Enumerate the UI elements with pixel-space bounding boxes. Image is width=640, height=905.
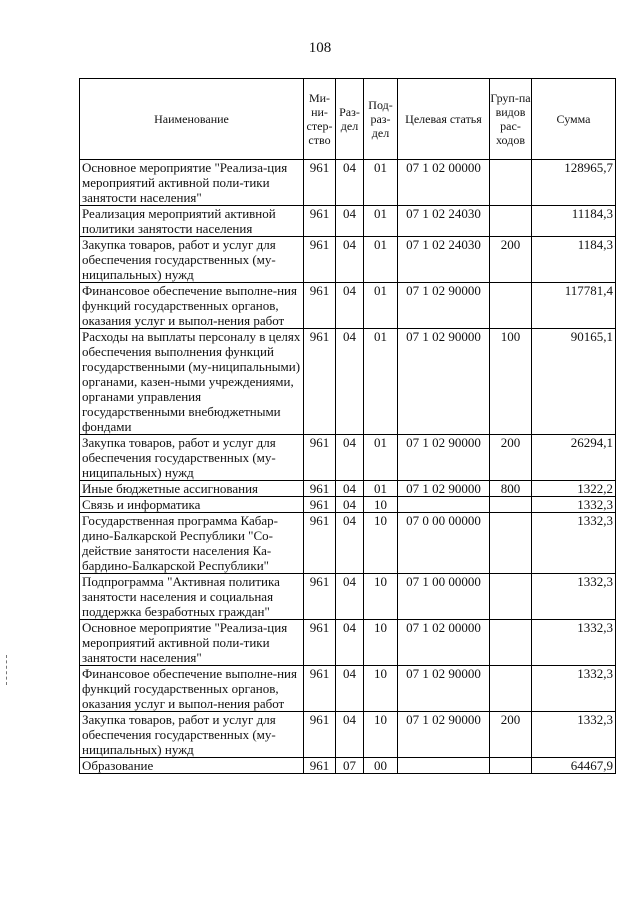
row-name: Образование [80, 758, 304, 774]
header-section: Раз-дел [336, 79, 364, 160]
row-ministry: 961 [304, 513, 336, 574]
row-ministry: 961 [304, 283, 336, 329]
row-ministry: 961 [304, 712, 336, 758]
row-sum: 11184,3 [532, 206, 616, 237]
row-name: Основное мероприятие "Реализа-ция мероприятий активной поли-тики занятости населения" [80, 160, 304, 206]
header-row [80, 79, 616, 160]
table-row [80, 237, 616, 283]
row-article [398, 497, 490, 513]
row-article: 07 1 02 24030 [398, 206, 490, 237]
table-row [80, 481, 616, 497]
header-sum: Сумма [532, 79, 616, 160]
row-group [490, 620, 532, 666]
row-article: 07 1 02 00000 [398, 620, 490, 666]
row-subsection: 01 [364, 481, 398, 497]
row-sum: 1332,3 [532, 513, 616, 574]
row-group [490, 574, 532, 620]
row-subsection: 01 [364, 160, 398, 206]
header-name: Наименование [80, 79, 304, 160]
row-section: 04 [336, 666, 364, 712]
row-article: 07 1 02 90000 [398, 666, 490, 712]
row-section: 04 [336, 481, 364, 497]
header-ministry: Ми-ни-стер-ство [304, 79, 336, 160]
table-row [80, 620, 616, 666]
table-row [80, 435, 616, 481]
row-name: Закупка товаров, работ и услуг для обеспечения государственных (му-ниципальных) нужд [80, 237, 304, 283]
row-section: 04 [336, 237, 364, 283]
row-ministry: 961 [304, 237, 336, 283]
table-row [80, 666, 616, 712]
row-article: 07 0 00 00000 [398, 513, 490, 574]
row-section: 07 [336, 758, 364, 774]
row-article: 07 1 02 90000 [398, 283, 490, 329]
row-ministry: 961 [304, 160, 336, 206]
header-target-article: Целевая статья [398, 79, 490, 160]
row-sum: 1322,2 [532, 481, 616, 497]
row-name: Расходы на выплаты персоналу в целях обеспечения выполнения функций государственными (му-ниципальными) органами, казен-ными учреждениями, органами управления государственными внебюджетными фондами [80, 329, 304, 435]
row-subsection: 10 [364, 620, 398, 666]
row-section: 04 [336, 329, 364, 435]
table-row [80, 758, 616, 774]
row-name: Подпрограмма "Активная политика занятости населения и социальная поддержка безработных граждан" [80, 574, 304, 620]
row-subsection: 01 [364, 237, 398, 283]
header-subsection: Под-раз-дел [364, 79, 398, 160]
row-article: 07 1 02 90000 [398, 329, 490, 435]
row-sum: 64467,9 [532, 758, 616, 774]
row-group: 200 [490, 435, 532, 481]
row-name: Реализация мероприятий активной политики занятости населения [80, 206, 304, 237]
row-sum: 26294,1 [532, 435, 616, 481]
table-row [80, 497, 616, 513]
row-sum: 1332,3 [532, 712, 616, 758]
row-article [398, 758, 490, 774]
row-ministry: 961 [304, 206, 336, 237]
row-sum: 90165,1 [532, 329, 616, 435]
row-group: 200 [490, 237, 532, 283]
row-sum: 1332,3 [532, 497, 616, 513]
row-subsection: 10 [364, 497, 398, 513]
row-ministry: 961 [304, 574, 336, 620]
row-sum: 128965,7 [532, 160, 616, 206]
row-section: 04 [336, 497, 364, 513]
row-subsection: 10 [364, 513, 398, 574]
row-sum: 1332,3 [532, 574, 616, 620]
page-number: 108 [308, 40, 332, 56]
row-name: Государственная программа Кабар-дино-Балкарской Республики "Со-действие занятости населения Ка-бардино-Балкарской Республики" [80, 513, 304, 574]
row-article: 07 1 00 00000 [398, 574, 490, 620]
row-subsection: 01 [364, 435, 398, 481]
row-name: Закупка товаров, работ и услуг для обеспечения государственных (му-ниципальных) нужд [80, 435, 304, 481]
table-row [80, 513, 616, 574]
table-row [80, 574, 616, 620]
row-ministry: 961 [304, 620, 336, 666]
row-group [490, 283, 532, 329]
row-ministry: 961 [304, 666, 336, 712]
row-sum: 1332,3 [532, 620, 616, 666]
row-group [490, 206, 532, 237]
table-row [80, 160, 616, 206]
row-section: 04 [336, 620, 364, 666]
row-sum: 117781,4 [532, 283, 616, 329]
margin-scan-mark [6, 655, 8, 685]
header-expense-group: Груп-па видов рас-ходов [490, 79, 532, 160]
table-row [80, 283, 616, 329]
row-article: 07 1 02 00000 [398, 160, 490, 206]
row-name: Связь и информатика [80, 497, 304, 513]
row-section: 04 [336, 283, 364, 329]
row-article: 07 1 02 90000 [398, 435, 490, 481]
table-row [80, 206, 616, 237]
row-subsection: 10 [364, 666, 398, 712]
row-section: 04 [336, 160, 364, 206]
row-ministry: 961 [304, 435, 336, 481]
row-group: 100 [490, 329, 532, 435]
row-ministry: 961 [304, 758, 336, 774]
row-group [490, 758, 532, 774]
row-subsection: 10 [364, 574, 398, 620]
row-group [490, 160, 532, 206]
row-subsection: 01 [364, 206, 398, 237]
row-sum: 1184,3 [532, 237, 616, 283]
row-section: 04 [336, 712, 364, 758]
row-group: 800 [490, 481, 532, 497]
row-group: 200 [490, 712, 532, 758]
row-article: 07 1 02 90000 [398, 712, 490, 758]
budget-table [79, 78, 616, 774]
row-section: 04 [336, 206, 364, 237]
row-subsection: 00 [364, 758, 398, 774]
row-name: Закупка товаров, работ и услуг для обеспечения государственных (му-ниципальных) нужд [80, 712, 304, 758]
row-name: Основное мероприятие "Реализа-ция мероприятий активной поли-тики занятости населения" [80, 620, 304, 666]
row-name: Иные бюджетные ассигнования [80, 481, 304, 497]
row-section: 04 [336, 574, 364, 620]
row-subsection: 01 [364, 329, 398, 435]
row-section: 04 [336, 513, 364, 574]
row-subsection: 01 [364, 283, 398, 329]
row-group [490, 513, 532, 574]
row-article: 07 1 02 90000 [398, 481, 490, 497]
row-name: Финансовое обеспечение выполне-ния функций государственных органов, оказания услуг и выпол-нения работ [80, 283, 304, 329]
row-section: 04 [336, 435, 364, 481]
row-ministry: 961 [304, 481, 336, 497]
row-ministry: 961 [304, 497, 336, 513]
table-row [80, 712, 616, 758]
row-group [490, 666, 532, 712]
row-name: Финансовое обеспечение выполне-ния функций государственных органов, оказания услуг и выпол-нения работ [80, 666, 304, 712]
row-ministry: 961 [304, 329, 336, 435]
row-sum: 1332,3 [532, 666, 616, 712]
row-group [490, 497, 532, 513]
row-subsection: 10 [364, 712, 398, 758]
table-row [80, 329, 616, 435]
row-article: 07 1 02 24030 [398, 237, 490, 283]
